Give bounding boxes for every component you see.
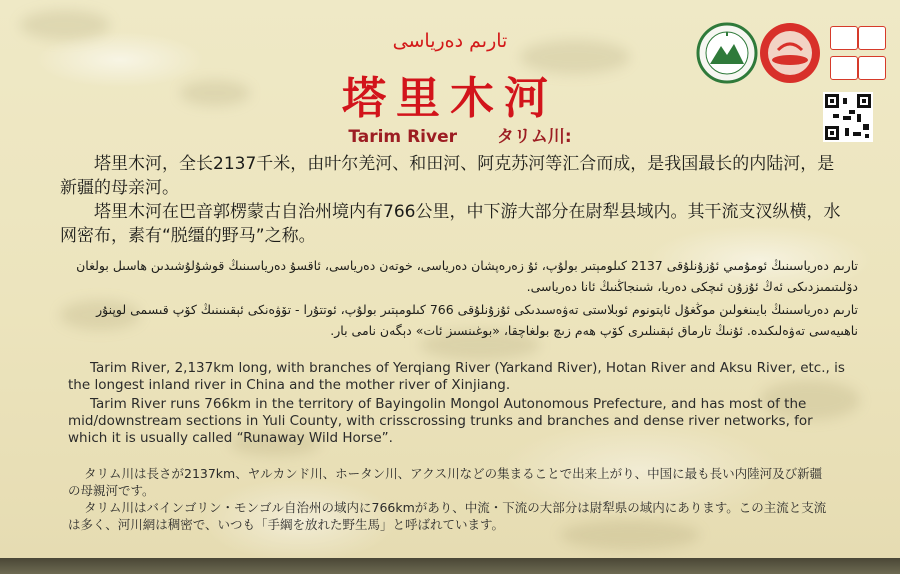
uyghur-paragraph-1: تارىم دەرياسىنىڭ ئومۇمىي ئۇزۇنلۇقى 2137 كىلومېتىر بولۇپ، ئۇ زەرەپشان دەرياسى، خوتەن دەرياسى، ئاقسۇ دەرياسىنىڭ قوشۇلۇشىدىن ھاسىل بولغان دۆلىتىمىزدىكى ئەڭ ئۇزۇن ئىچكى دەريا، شىنجاڭنىڭ ئانا دەرياسى.: [76, 258, 858, 294]
national-park-logo: [696, 22, 758, 84]
title-english: Tarim River: [348, 127, 457, 147]
person-icon: [858, 26, 886, 50]
japanese-paragraph-2: タリム川はバインゴリン・モンゴル自治州の域内に766kmがあり、中流・下流の大部分は尉犁県の域内にあります。この主流と支流は多く、河川網は稠密で、いつも「手綱を放れた野生馬」と呼ばれています。: [68, 500, 827, 532]
crab-icon: [830, 26, 858, 50]
ground-strip: [0, 558, 900, 574]
english-paragraph-2: Tarim River runs 766km in the territory of Bayingolin Mongol Autonomous Prefecture, and has most of the mid/downstream sections in Yuli County, with crisscrossing trunks and branches and dense river networks, for which it is usually called “Runaway Wild Horse”.: [68, 396, 813, 446]
chinese-paragraph-1: 塔里木河，全长2137千米，由叶尔羌河、和田河、阿克苏河等汇合而成，是我国最长的内陆河，是新疆的母亲河。: [60, 154, 835, 198]
qr-code-icon[interactable]: [823, 92, 873, 142]
fish-icon: [830, 56, 858, 80]
title-chinese: 塔里木河: [342, 73, 558, 124]
bird-icon: [858, 56, 886, 80]
english-paragraph-1: Tarim River, 2,137km long, with branches of Yerqiang River (Yarkand River), Hotan River and Aksu River, etc., is the longest inland river in China and the mother river of Xinjiang.: [68, 360, 845, 393]
uyghur-paragraph-2: تارىم دەرياسىنىڭ بايىنغولىن موڭغۇل ئاپتونوم ئوبلاستى تەۋەسىدىكى ئۇزۇنلۇقى 766 كىلومېتىر بولۇپ، ئوتتۇرا - تۆۋەنكى ئېقىنىنىڭ كۆپ قىسمى لوپنۇر ناھىيەسى تەۋەلىكىدە. ئۇنىڭ تارماق ئېقىنلىرى كۆپ ھەم زىچ بولغاچقا، «بوغىنسىز ئات» دېگەن نامى بار.: [96, 302, 858, 338]
subtitle: [330, 122, 590, 147]
chinese-paragraph-2: 塔里木河在巴音郭楞蒙古自治州境内有766公里，中下游大部分在尉犁县域内。其干流支汊纵横，水网密布，素有“脱缰的野马”之称。: [60, 202, 841, 246]
title-japanese: タリム川:: [496, 127, 572, 147]
title-uyghur: تارىم دەرياسى: [392, 30, 508, 52]
heritage-red-logo: [758, 20, 822, 86]
japanese-paragraph-1: タリム川は長さが2137km、ヤルカンド川、ホータン川、アクス川などの集まることで出来上がり、中国に最も長い内陸河及び新疆の母親河です。: [68, 466, 823, 498]
